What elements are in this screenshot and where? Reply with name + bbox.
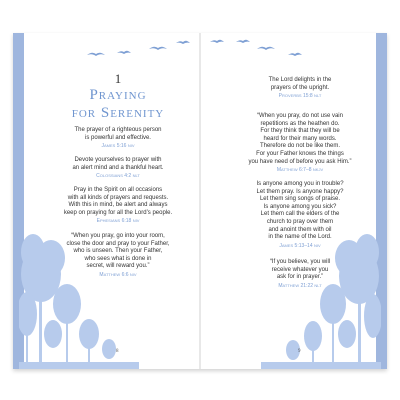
verse-line: For they think that they will be	[260, 128, 340, 135]
verse-entry	[225, 259, 375, 290]
verse-line: church to pray over them	[266, 218, 334, 225]
verse-line: is powerful and effective.	[85, 134, 151, 141]
verse-reference: James 5:13–14 niv	[279, 242, 321, 249]
verse-line: “If you believe, you will	[269, 259, 331, 265]
verse-entry	[225, 113, 375, 174]
page-number: 8	[116, 349, 119, 354]
verse-entry	[43, 187, 193, 225]
verse-line: Let them call the elders of the	[260, 211, 340, 218]
bird-icon	[210, 40, 224, 43]
verse-line: prayers of the upright.	[270, 84, 330, 91]
verse-reference: Matthew 21:22 nlt	[278, 282, 322, 289]
verse-reference: James 5:16 niv	[101, 143, 135, 150]
verse-line: you have need of before you ask Him.”	[248, 158, 352, 165]
verse-line: who sees what is done in	[84, 255, 152, 262]
book-spread	[13, 33, 387, 369]
verse-line: an alert mind and a thankful heart.	[72, 164, 164, 171]
verse-line: repetitions as the heathen do.	[260, 120, 340, 127]
verse-line: Is anyone among you sick?	[263, 203, 337, 210]
verse-line: The prayer of a righteous person	[74, 127, 162, 133]
page-number: 9	[298, 349, 301, 354]
verse-line: ask for in prayer.”	[276, 274, 324, 281]
verse-line: “When you pray, go into your room,	[71, 233, 165, 239]
verse-line: who is unseen. Then your Father,	[73, 248, 163, 255]
verse-line: with all kinds of prayers and requests.	[67, 194, 169, 201]
verse-line: Is anyone among you in trouble?	[256, 181, 344, 187]
verse-line: For your Father knows the things	[256, 150, 344, 157]
verse-reference: Colossians 4:2 nlt	[96, 173, 140, 180]
verse-line: Let them sing songs of praise.	[259, 196, 341, 203]
verse-line: The Lord delights in the	[268, 77, 332, 83]
chapter-title-line-2: for Serenity	[71, 105, 165, 121]
verse-line: receive whatever you	[271, 266, 329, 273]
verse-line: Let them pray. Is anyone happy?	[256, 188, 344, 195]
verse-entry	[43, 157, 193, 180]
verse-line: With this in mind, be alert and always	[68, 202, 168, 209]
verse-entry	[43, 233, 193, 279]
verse-line: keep on praying for all the Lord’s people.	[63, 209, 173, 216]
verse-line: in the name of the Lord.	[268, 234, 332, 241]
verse-entry	[225, 181, 375, 250]
verse-line: close the door and pray to your Father,	[66, 240, 170, 247]
verse-reference: Matthew 6:7–8 nkjv	[276, 167, 324, 174]
verse-entry	[43, 127, 193, 150]
verse-line: Therefore do not be like them.	[259, 143, 341, 150]
chapter-title	[43, 86, 193, 122]
verse-reference: Proverbs 15:8 nlt	[278, 93, 322, 100]
chapter-title-line-1: Praying	[89, 87, 147, 103]
right-page	[225, 33, 375, 369]
chapter-number: 1	[114, 71, 122, 86]
left-page	[43, 33, 193, 369]
verse-line: “When you pray, do not use vain	[257, 113, 343, 119]
verse-reference: Matthew 6:6 niv	[99, 271, 137, 278]
book-spine	[199, 33, 201, 369]
verse-line: secret, will reward you.”	[86, 263, 150, 270]
verse-line: and anoint them with oil	[268, 226, 332, 233]
verse-line: Devote yourselves to prayer with	[74, 157, 162, 163]
verse-line: Pray in the Spirit on all occasions	[73, 187, 163, 193]
verse-line: heard for their many words.	[263, 135, 337, 142]
verse-entry	[225, 77, 375, 100]
verse-reference: Ephesians 6:18 niv	[96, 218, 140, 225]
